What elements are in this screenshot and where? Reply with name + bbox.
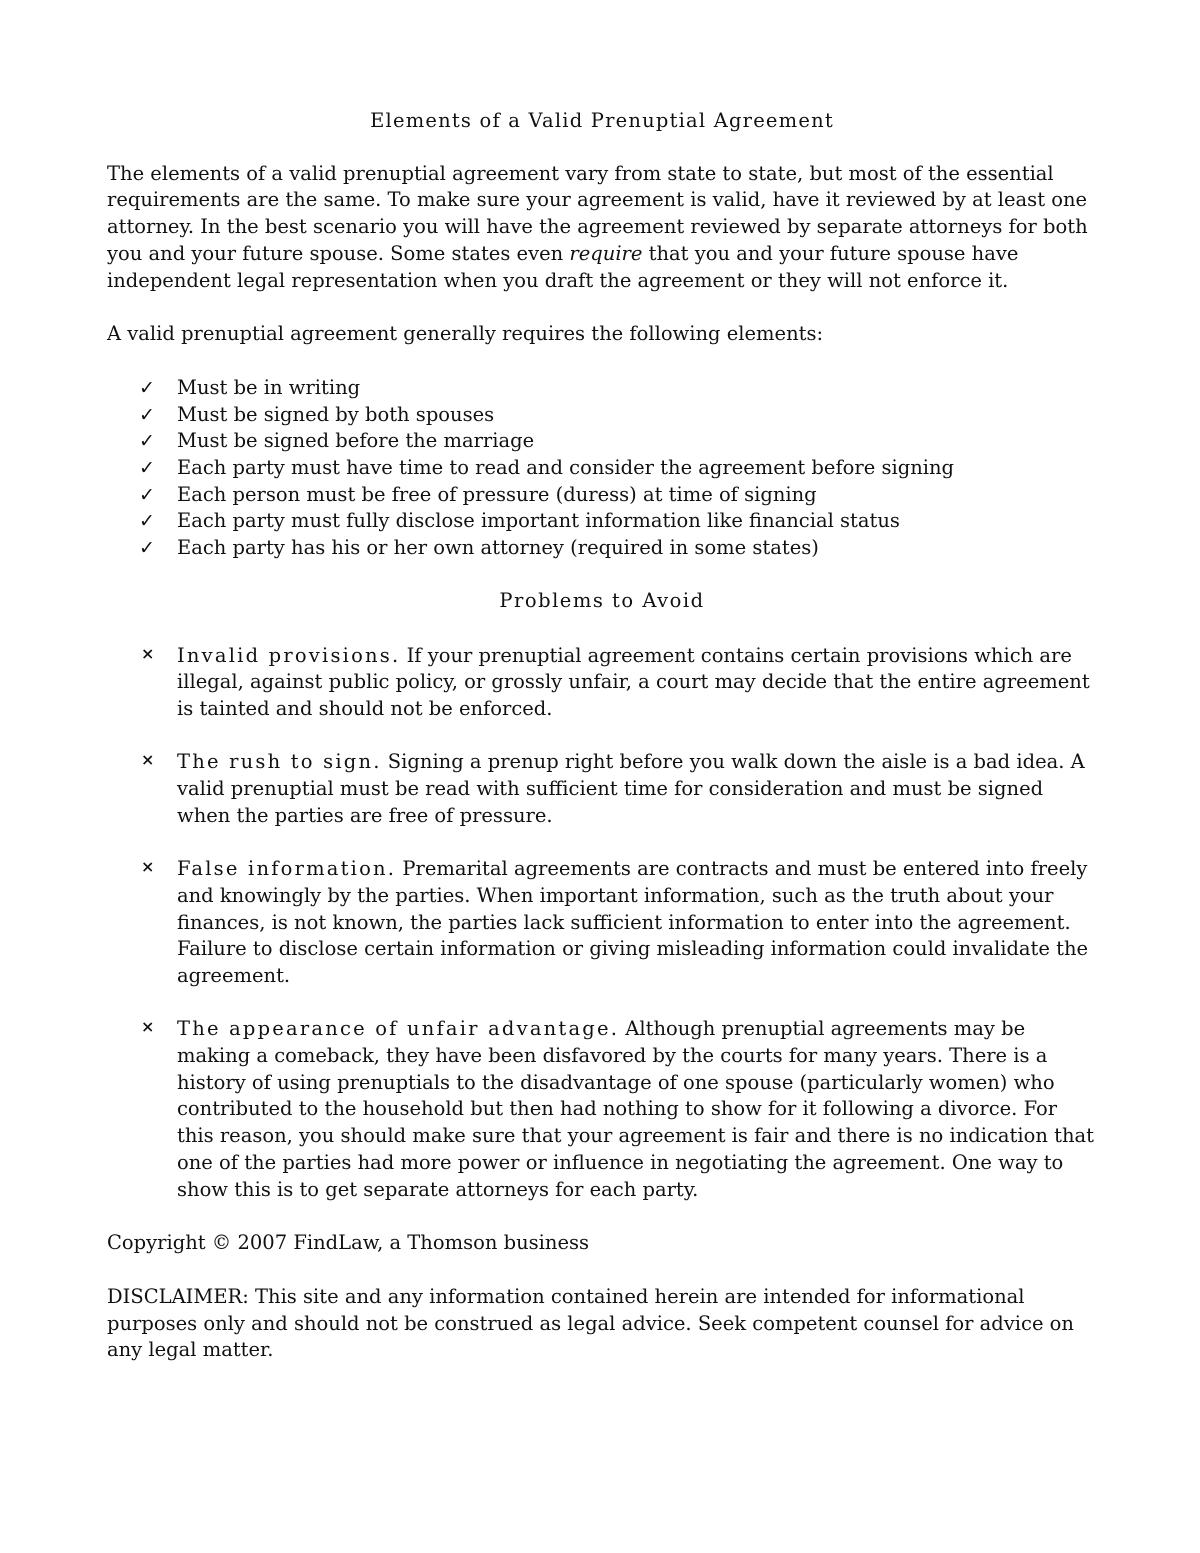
problem-term: False information. xyxy=(177,857,397,881)
checklist-item-text: Must be signed before the marriage xyxy=(177,429,535,453)
problem-item xyxy=(107,749,1097,829)
checklist-item xyxy=(107,535,1097,562)
checklist-item-text: Each party has his or her own attorney (required in some states) xyxy=(177,536,819,560)
checklist-item-text: Must be in writing xyxy=(177,375,361,399)
checklist-item xyxy=(107,375,1097,402)
x-mark-icon: × xyxy=(141,643,155,663)
problem-text: Premarital agreements are contracts and must be entered into freely and knowingly by the parties. When important information, such as the truth about your finances, is not known, the parties lack sufficient information to enter into the agreement. Failure to disclose certain information or giving misleading information could invalidate the agreement. xyxy=(177,857,1089,987)
checklist-item-text: Each party must fully disclose important information like financial status xyxy=(177,509,900,533)
checkmark-icon: ✓ xyxy=(139,457,155,480)
problem-item xyxy=(107,643,1097,723)
elements-lead: A valid prenuptial agreement generally requires the following elements: xyxy=(107,322,824,346)
problem-term: Invalid provisions. xyxy=(177,643,401,667)
problem-term: The rush to sign. xyxy=(177,750,382,774)
x-mark-icon: × xyxy=(141,857,155,877)
elements-checklist xyxy=(107,375,1097,562)
checklist-item xyxy=(107,402,1097,429)
problems-heading: Problems to Avoid xyxy=(499,588,705,612)
checklist-item xyxy=(107,482,1097,509)
intro-emphasis: require xyxy=(569,241,643,265)
problem-item xyxy=(107,1016,1097,1203)
problems-list xyxy=(107,643,1097,1204)
checkmark-icon: ✓ xyxy=(139,430,155,453)
checklist-item-text: Each person must be free of pressure (duress) at time of signing xyxy=(177,482,817,506)
intro-paragraph xyxy=(107,161,1097,295)
problem-text: Although prenuptial agreements may be making a comeback, they have been disfavored by the courts for many years. There is a history of using prenuptials to the disadvantage of one spouse (particularly women) who contributed to the household but then had nothing to show for it following a divorce. For this reason, you should make sure that your agreement is fair and there is no indication that one of the parties had more power or influence in negotiating the agreement. One way to show this is to get separate attorneys for each party. xyxy=(177,1017,1094,1201)
checkmark-icon: ✓ xyxy=(139,376,155,399)
x-mark-icon: × xyxy=(141,1017,155,1037)
checkmark-icon: ✓ xyxy=(139,537,155,560)
problem-text: If your prenuptial agreement contains certain provisions which are illegal, against public policy, or grossly unfair, a court may decide that the entire agreement is tainted and should not be enforced. xyxy=(177,643,1090,720)
checklist-item xyxy=(107,455,1097,482)
checkmark-icon: ✓ xyxy=(139,483,155,506)
document-title: Elements of a Valid Prenuptial Agreement xyxy=(370,109,834,132)
x-mark-icon: × xyxy=(141,750,155,770)
checklist-item xyxy=(107,508,1097,535)
checklist-item-text: Each party must have time to read and consider the agreement before signing xyxy=(177,456,955,480)
problem-term: The appearance of unfair advantage. xyxy=(177,1017,620,1041)
checklist-item xyxy=(107,428,1097,455)
problem-text: Signing a prenup right before you walk down the aisle is a bad idea. A valid prenuptial must be read with sufficient time for consideration and must be signed when the parties are free of pressure. xyxy=(177,750,1085,827)
copyright-notice: Copyright © 2007 FindLaw, a Thomson business xyxy=(107,1231,589,1255)
document-page xyxy=(107,108,1097,1364)
intro-text-end: that you and your future spouse have independent legal representation when you draft the agreement or they will not enforce it. xyxy=(107,241,1019,292)
checkmark-icon: ✓ xyxy=(139,510,155,533)
intro-text-start: The elements of a valid prenuptial agreement vary from state to state, but most of the essential requirements are the same. To make sure your agreement is valid, have it reviewed by at least one attorney. In the best scenario you will have the agreement reviewed by separate attorneys for both you and your future spouse. Some states even xyxy=(107,161,1088,265)
checklist-item-text: Must be signed by both spouses xyxy=(177,402,495,426)
disclaimer-text: DISCLAIMER: This site and any information contained herein are intended for informational purposes only and should not be construed as legal advice. Seek competent counsel for advice on any legal matter. xyxy=(107,1284,1074,1362)
problem-item xyxy=(107,856,1097,990)
checkmark-icon: ✓ xyxy=(139,403,155,426)
